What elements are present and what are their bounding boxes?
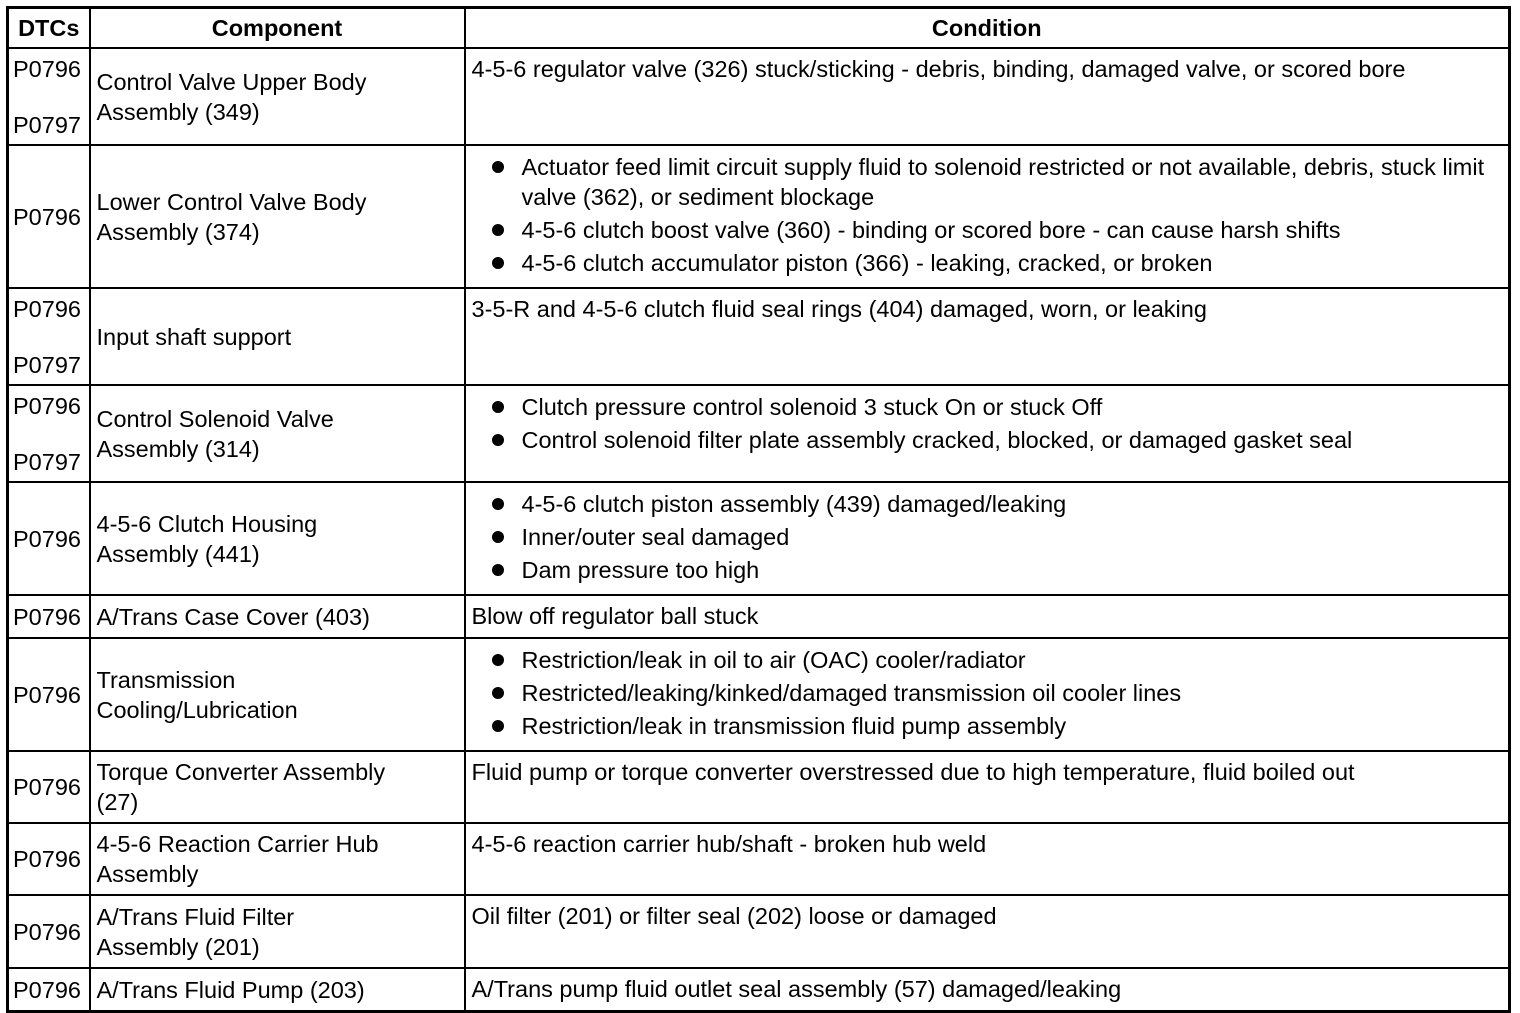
condition-list xyxy=(472,645,1503,741)
condition-cell xyxy=(465,145,1510,288)
table-row xyxy=(8,638,1510,751)
bullet-icon xyxy=(492,224,504,236)
component-cell xyxy=(90,595,465,638)
dtc-code: P0796 xyxy=(13,203,81,230)
condition-cell xyxy=(465,638,1510,751)
dtc-cell xyxy=(8,751,90,823)
component-line: Control Valve Upper Body xyxy=(96,68,367,95)
condition-cell xyxy=(465,482,1510,595)
condition-cell: 4-5-6 regulator valve (326) stuck/sticking - debris, binding, damaged valve, or scored bore xyxy=(465,48,1510,145)
dtc-code: P0796 xyxy=(13,846,81,872)
table-body xyxy=(8,48,1510,1012)
component-line: Transmission xyxy=(96,666,236,693)
component-cell xyxy=(90,638,465,751)
bullet-icon xyxy=(492,498,504,510)
dtc-code: P0796 xyxy=(13,603,81,630)
table-row xyxy=(8,968,1510,1012)
component-cell xyxy=(90,823,465,895)
component-line: A/Trans Fluid Filter xyxy=(96,903,295,930)
dtc-code: P0796 xyxy=(13,392,81,419)
component-line: 4-5-6 Clutch Housing xyxy=(96,510,318,537)
component-cell xyxy=(90,48,465,145)
condition-list xyxy=(472,392,1503,455)
bullet-icon xyxy=(492,720,504,732)
condition-item: 4-5-6 clutch piston assembly (439) damaged/leaking xyxy=(472,489,1503,519)
table-row xyxy=(8,145,1510,288)
condition-cell: Oil filter (201) or filter seal (202) loose or damaged xyxy=(465,895,1510,968)
header-dtcs: DTCs xyxy=(8,8,90,49)
dtc-cell xyxy=(8,48,90,145)
dtc-code: P0796 xyxy=(13,295,81,322)
table-row xyxy=(8,895,1510,968)
table-row xyxy=(8,385,1510,482)
condition-cell xyxy=(465,385,1510,482)
condition-item: 4-5-6 clutch boost valve (360) - binding or scored bore - can cause harsh shifts xyxy=(472,215,1503,245)
header-row xyxy=(8,8,1510,49)
dtc-cell xyxy=(8,638,90,751)
component-cell xyxy=(90,482,465,595)
component-line: Torque Converter Assembly xyxy=(96,759,386,785)
component-line: Cooling/Lubrication xyxy=(96,696,298,723)
condition-cell: 3-5-R and 4-5-6 clutch fluid seal rings (404) damaged, worn, or leaking xyxy=(465,288,1510,385)
condition-list xyxy=(472,152,1503,278)
component-line: Assembly (201) xyxy=(96,933,260,960)
dtc-cell xyxy=(8,968,90,1012)
header-condition: Condition xyxy=(465,8,1510,49)
table-row xyxy=(8,751,1510,823)
table-row xyxy=(8,482,1510,595)
component-line: 4-5-6 Reaction Carrier Hub xyxy=(96,831,379,857)
dtc-code: P0796 xyxy=(13,681,81,708)
dtc-code: P0796 xyxy=(13,976,81,1003)
component-line: Control Solenoid Valve xyxy=(96,405,334,432)
dtc-cell xyxy=(8,385,90,482)
bullet-icon xyxy=(492,654,504,666)
component-cell xyxy=(90,288,465,385)
condition-item: Clutch pressure control solenoid 3 stuck On or stuck Off xyxy=(472,392,1503,422)
condition-cell: A/Trans pump fluid outlet seal assembly (57) damaged/leaking xyxy=(465,968,1510,1012)
bullet-icon xyxy=(492,401,504,413)
dtc-cell xyxy=(8,145,90,288)
component-line: Assembly xyxy=(96,861,199,887)
component-cell xyxy=(90,968,465,1012)
component-cell xyxy=(90,751,465,823)
table-row xyxy=(8,48,1510,145)
dtc-code: P0796 xyxy=(13,525,81,552)
condition-cell: Fluid pump or torque converter overstressed due to high temperature, fluid boiled out xyxy=(465,751,1510,823)
condition-cell: Blow off regulator ball stuck xyxy=(465,595,1510,638)
bullet-icon xyxy=(492,687,504,699)
dtc-cell xyxy=(8,288,90,385)
dtc-code: P0796 xyxy=(13,55,81,82)
component-line: Lower Control Valve Body xyxy=(96,188,367,215)
condition-item: 4-5-6 clutch accumulator piston (366) - leaking, cracked, or broken xyxy=(472,248,1503,278)
condition-item: Dam pressure too high xyxy=(472,555,1503,585)
component-line: Assembly (314) xyxy=(96,435,260,462)
condition-cell: 4-5-6 reaction carrier hub/shaft - broken hub weld xyxy=(465,823,1510,895)
condition-item: Inner/outer seal damaged xyxy=(472,522,1503,552)
dtc-diagnostic-table xyxy=(6,6,1511,1013)
dtc-cell xyxy=(8,482,90,595)
condition-item: Restriction/leak in oil to air (OAC) cooler/radiator xyxy=(472,645,1503,675)
bullet-icon xyxy=(492,161,504,173)
component-line: Assembly (441) xyxy=(96,540,260,567)
condition-item: Actuator feed limit circuit supply fluid to solenoid restricted or not available, debris, stuck limit valve (362), or sediment blockage xyxy=(472,152,1503,212)
condition-item: Restriction/leak in transmission fluid pump assembly xyxy=(472,711,1503,741)
component-line: A/Trans Case Cover (403) xyxy=(96,603,370,630)
dtc-code: P0797 xyxy=(13,351,81,378)
table-header xyxy=(8,8,1510,49)
component-line: Assembly (349) xyxy=(96,98,260,125)
dtc-code: P0796 xyxy=(13,918,81,945)
table-row xyxy=(8,595,1510,638)
bullet-icon xyxy=(492,531,504,543)
component-line: (27) xyxy=(96,789,139,815)
condition-list xyxy=(472,489,1503,585)
bullet-icon xyxy=(492,434,504,446)
header-component: Component xyxy=(90,8,465,49)
dtc-cell xyxy=(8,895,90,968)
bullet-icon xyxy=(492,257,504,269)
dtc-code: P0797 xyxy=(13,448,81,475)
component-cell xyxy=(90,385,465,482)
component-cell xyxy=(90,145,465,288)
component-line: A/Trans Fluid Pump (203) xyxy=(96,976,365,1003)
bullet-icon xyxy=(492,564,504,576)
component-line: Assembly (374) xyxy=(96,218,260,245)
component-cell xyxy=(90,895,465,968)
table-row xyxy=(8,288,1510,385)
dtc-code: P0796 xyxy=(13,774,81,800)
condition-item: Restricted/leaking/kinked/damaged transmission oil cooler lines xyxy=(472,678,1503,708)
dtc-cell xyxy=(8,595,90,638)
component-line: Input shaft support xyxy=(96,323,292,350)
dtc-cell xyxy=(8,823,90,895)
condition-item: Control solenoid filter plate assembly cracked, blocked, or damaged gasket seal xyxy=(472,425,1503,455)
table-row xyxy=(8,823,1510,895)
dtc-code: P0797 xyxy=(13,111,81,138)
